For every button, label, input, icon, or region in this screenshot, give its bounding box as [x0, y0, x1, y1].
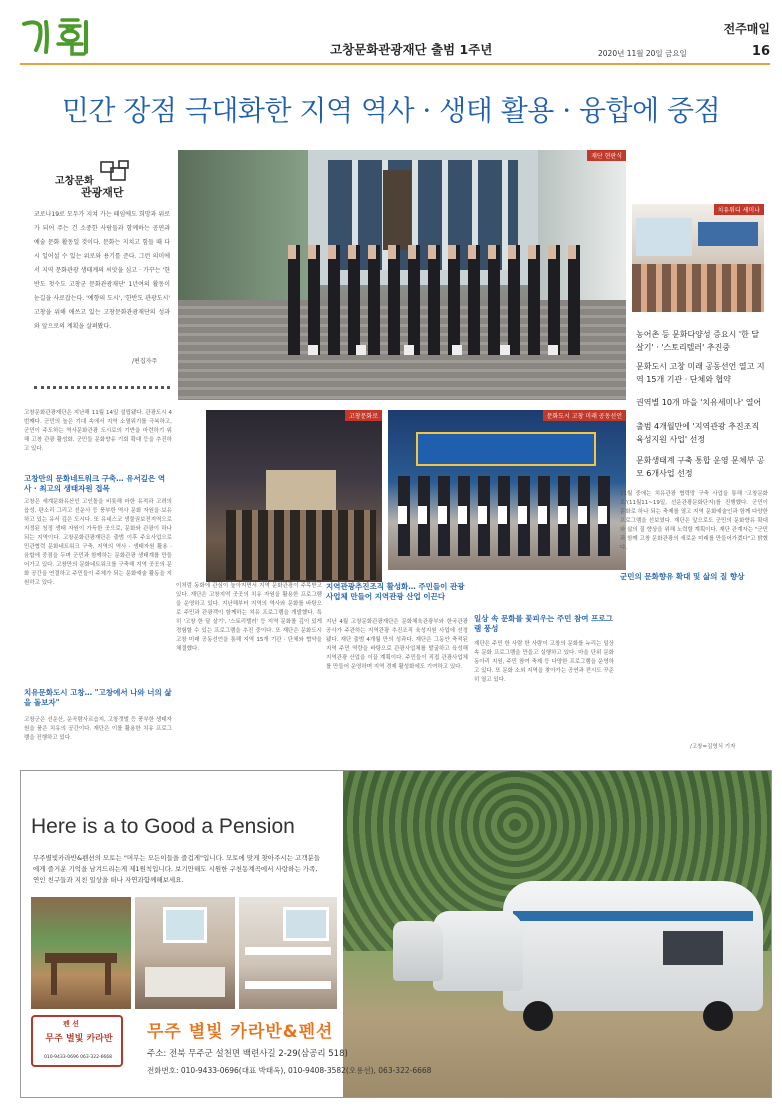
- ad-business-name: 무주 별빛 카라반&펜션: [147, 1022, 334, 1042]
- forum-photo: [388, 410, 626, 570]
- issue-date: 2020년 11월 20일 금요일: [598, 49, 687, 58]
- ad-sign: [31, 1015, 123, 1067]
- header-title: 고창문화관광재단 출범 1주년: [330, 42, 493, 57]
- newspaper-name: 전주매일: [723, 22, 770, 36]
- ad-headline: Here is a to Good a Pension: [31, 815, 295, 838]
- ad-interior-photo: [135, 897, 235, 1009]
- intro-byline: /편집자주: [132, 358, 158, 365]
- highlight-item: 농어촌 등 문화다양성 증요시 '한 달 살기' · '스토리텔러' 추진중: [636, 330, 760, 352]
- highlight-item: 권역별 10개 마을 '치유세미나' 열어: [636, 398, 762, 407]
- brush-section-title: [18, 16, 108, 60]
- article-byline: /고창=김영식 기자: [690, 744, 736, 750]
- col1-para3: 고창군은 선운산, 운곡람사르습지, 고창갯벌 등 풍부한 생태자원을 품은 치유의 공간이다. 재단은 이를 활용한 치유 프로그램을 진행하고 있다.: [24, 717, 172, 741]
- forum-photo-caption: 문화도시 고창 미래 공동선언: [543, 410, 626, 421]
- pension-ad: [20, 770, 772, 1098]
- culture-photo-caption: 고창문화로: [345, 410, 382, 421]
- col5-subhead: 군민의 문화향유 확대 및 삶의 질 향상: [620, 572, 745, 581]
- ad-sign-line2: 무주 별빛 카라반: [45, 1034, 113, 1044]
- ad-bunk-photo: [239, 897, 337, 1009]
- logo-text-1: 고창문화: [55, 176, 94, 187]
- col3-text: 지난 4월 고창문화관광재단은 문화체육관광부와 한국관광공사가 주관하는 지역관광 추진조직 육성지원 사업에 선정됐다. 재단 출범 4개월 만의 성과다. 재단은 그동안 축적된 지역 주민 역량을 바탕으로 관광사업체를 발굴하고 육성해 지역관광 산업을 이끌 계획이다. 주민들이 직접 관광사업체를 만들어 운영하며 지역 경제 활성화에도 기여하고 있다.: [326, 619, 468, 670]
- page-number: 16: [751, 44, 770, 59]
- col2-text: 이처럼 동화에 관심이 높아지면서 지역 문화관광이 주목받고 있다. 재단은 고창지역 곳곳의 치유 자원을 활용한 프로그램을 운영하고 있다. 지난해부터 지역의 역사와 문화를 바탕으로 주민과 관광객이 함께하는 치유 프로그램을 개발했다. 특히 '고창 한 달 살기', '스토리텔러' 등 지역 문화를 깊이 있게 경험할 수 있는 프로그램을 추진 중이다. 또 재단은 문화도시 고창 미래 공동선언을 통해 지역 15개 기관 · 단체와 협약을 체결했다.: [176, 583, 322, 652]
- ad-caravan-photo: [343, 771, 772, 1098]
- main-photo-caption: 재단 현판식: [587, 150, 626, 161]
- highlight-item: 문화생태계 구축 통합 운영 문체부 공모 6개사업 선정: [636, 456, 765, 478]
- highlight-item: 출범 4개월만에 '지역관광 추진조직 육성지원 사업' 선정: [636, 422, 760, 444]
- col1-subhead: 고창만의 문화네트워크 구축… 유서깊은 역사 · 최고의 생태자원 접목: [24, 474, 166, 493]
- highlight-item: 문화도시 고창 미래 공동선언 열고 지역 15개 기관 · 단체와 협약: [636, 362, 765, 384]
- logo-mark-icon: [99, 160, 131, 182]
- logo-text-2: 관광재단: [81, 186, 124, 199]
- ad-deck-photo: [31, 897, 131, 1009]
- dotted-divider: [34, 386, 170, 389]
- ad-sign-phone: 010-9433-0696 063-322-6668: [43, 1055, 113, 1060]
- col5-text: 11월 중에는 치유관광 협력망 구축 사업을 통해 '고창문화로'(11월11~19일, 선운관광문화단지)를 진행했다. 군민이 문화로 하나 되는 축제를 열고 지역 문화예술인과 함께 다양한 프로그램을 선보였다. 재단은 앞으로도 군민의 문화향유 확대와 삶의 질 향상을 위해 노력할 계획이다. 재단 관계자는 "군민과 함께 고창 문화관광의 새로운 미래를 만들어가겠다"고 밝혔다.: [620, 491, 768, 551]
- intro-text: 코로나19로 모두가 지쳐 가는 때임에도 희망과 위로가 되어 주는 건 소중한 사람들과 함께하는 공연과 예술 문화 활동일 것이다. 문화는 지치고 힘들 때 다시 일어설 수 있는 위로와 용기를 준다. 그런 의미에서 지역 문화관광 생태계의 씨앗을 심고 · 가꾸는 '한반도 첫수도 고창군 문화관광재단' 1년여의 활동이 눈길을 사로잡는다. '예향의 도시', '한반도 관광도시' 고창을 위해 애쓰고 있는 고창문화관광재단의 성과와 앞으로의 계획을 살펴봤다.: [34, 211, 170, 330]
- main-headline: 민간 장점 극대화한 지역 역사 · 생태 활용 · 융합에 중점: [61, 94, 721, 127]
- seminar-photo-caption: 치유워디 세미나: [714, 204, 764, 215]
- culture-event-photo: [206, 410, 382, 582]
- ad-body: 무주별빛카라반&펜션의 모토는 "머무는 모든이들을 즐겁게"입니다. 모토에 맞게 찾아주시는 고객분들에게 즐거운 기억을 남겨드리는게 제1원칙입니다. 보기만해도 시원한 구천동계곡에서 사랑하는 가족, 연인 친구들과 지친 일상을 떠나 자연과함께해보세요.: [33, 854, 321, 884]
- seminar-photo: [632, 204, 764, 312]
- col1-subhead-2: 치유문화도시 고창… "고창에서 나와 너의 삶을 돌보자": [24, 688, 172, 707]
- ad-phone: 전화번호: 010-9433-0696(대표 박태옥), 010-9408-3582(오용선), 063-322-6668: [147, 1066, 432, 1075]
- col3-subhead: 지역관광추진조직 활성화… 주민들이 관광사업체 만들어 지역관광 산업 이끈다: [326, 582, 465, 601]
- header-rule: [20, 63, 770, 65]
- ad-sign-line1: 펜 션: [63, 1020, 79, 1028]
- col4-text: 재단은 주민 한 사람 한 사람이 고창의 문화를 누리는 일상 속 문화 프로그램을 만들고 실행하고 있다. 마을 단위 문화 동아리 지원, 주민 참여 축제 등 다양한 프로그램을 운영하고 있다. 또 문화 소외 지역을 찾아가는 공연과 전시도 꾸준히 열고 있다.: [474, 641, 614, 683]
- col1-para2: 고창은 세계문화유산인 고인돌을 비롯해 마한 유적과 고려의 읍성, 판소리 그리고 선운사 등 풍부한 역사 문화 자원을 보유하고 있는 유서 깊은 도시다. 또 유네스코 생물권보전지역으로 지정된 청정 생태 자원이 가득한 곳으로, 문화와 관광이 하나 되는 지역이다. 고창문화관광재단은 출범 이후 주요사업으로 민관협력 문화네트워크 구축, 지역의 역사 · 생태자원 활용 · 융합에 중점을 두며 군민과 함께하는 문화관광 생태계를 만들어가고 있다. 고창만의 문화네트워크를 구축해 지역 곳곳의 문화 공간을 연결하고 주민들이 주체가 되는 문화예술 활동을 지원하고 있다.: [24, 499, 172, 586]
- foundation-logo: [55, 160, 155, 200]
- section-logo: [18, 16, 108, 64]
- col1-para1: 고창문화관광재단은 지난해 11월 14일 설립됐다. 관광도시 4번째다. 군민의 높은 기대 속에서 지역 소멸위기를 극복하고, 군민이 주도하는 역사문화관광 도시로의 기반을 마련하기 위해 고창 관광 활성화, 군민들 문화향유 기회 확대 등을 추진하고 있다.: [24, 410, 172, 452]
- col4-subhead: 일상 속 문화를 꽃피우는 주민 참여 프로그램 풍성: [474, 614, 613, 633]
- ad-address: 주소: 전북 무주군 설천면 백련사길 2-29(삼공리 518): [147, 1049, 348, 1059]
- main-photo-ceremony: [178, 150, 626, 400]
